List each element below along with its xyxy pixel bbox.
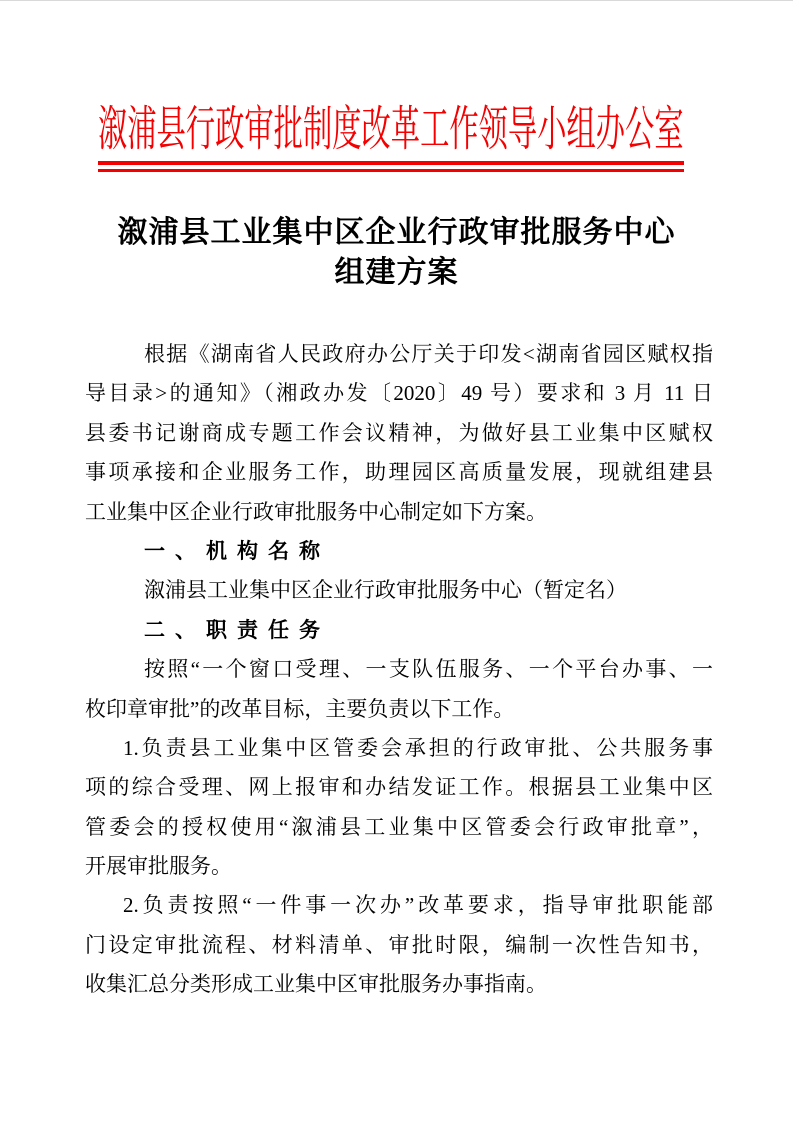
document-title-line-1: 溆浦县工业集中区企业行政审批服务中心 <box>117 216 676 249</box>
body-line: 门设定审批流程、材料清单、审批时限，编制一次性告知书， <box>85 932 713 957</box>
body-line: 1.负责县工业集中区管委会承担的行政审批、公共服务事 <box>123 735 713 760</box>
body-line: 开展审批服务。 <box>85 854 232 879</box>
body-line: 按照“一个窗口受理、一支队伍服务、一个平台办事、一 <box>144 657 713 682</box>
section-heading: 二、职责任务 <box>144 618 330 642</box>
letterhead-underline-1 <box>98 161 684 165</box>
document-body <box>85 335 713 1005</box>
body-line: 枚印章审批”的改革目标，主要负责以下工作。 <box>85 696 515 721</box>
body-line: 收集汇总分类形成工业集中区审批服务办事指南。 <box>85 972 547 997</box>
document-title-line-2: 组建方案 <box>334 256 459 289</box>
body-line: 县委书记谢商成专题工作会议精神，为做好县工业集中区赋权 <box>85 420 713 445</box>
letterhead-underline-2 <box>98 169 684 172</box>
section-heading: 一、机构名称 <box>144 539 330 563</box>
body-line: 项的综合受理、网上报审和办结发证工作。根据县工业集中区 <box>85 775 713 800</box>
body-line: 根据《湖南省人民政府办公厅关于印发<湖南省园区赋权指 <box>144 342 713 366</box>
body-line: 管委会的授权使用“溆浦县工业集中区管委会行政审批章”， <box>85 814 713 839</box>
page-top-border <box>0 0 793 1</box>
document-title <box>0 213 793 293</box>
body-line: 事项承接和企业服务工作，助理园区高质量发展，现就组建县 <box>85 460 713 485</box>
body-line: 2.负责按照“一件事一次办”改革要求，指导审批职能部 <box>123 893 713 918</box>
letterhead <box>98 102 684 176</box>
body-line: 溆浦县工业集中区企业行政审批服务中心（暂定名） <box>144 578 627 603</box>
letterhead-title: 溆浦县行政审批制度改革工作领导小组办公室 <box>98 103 684 156</box>
body-line: 导目录>的通知》（湘政办发〔2020〕49 号）要求和 3 月 11 日 <box>85 381 713 406</box>
body-line: 工业集中区企业行政审批服务中心制定如下方案。 <box>85 499 547 524</box>
